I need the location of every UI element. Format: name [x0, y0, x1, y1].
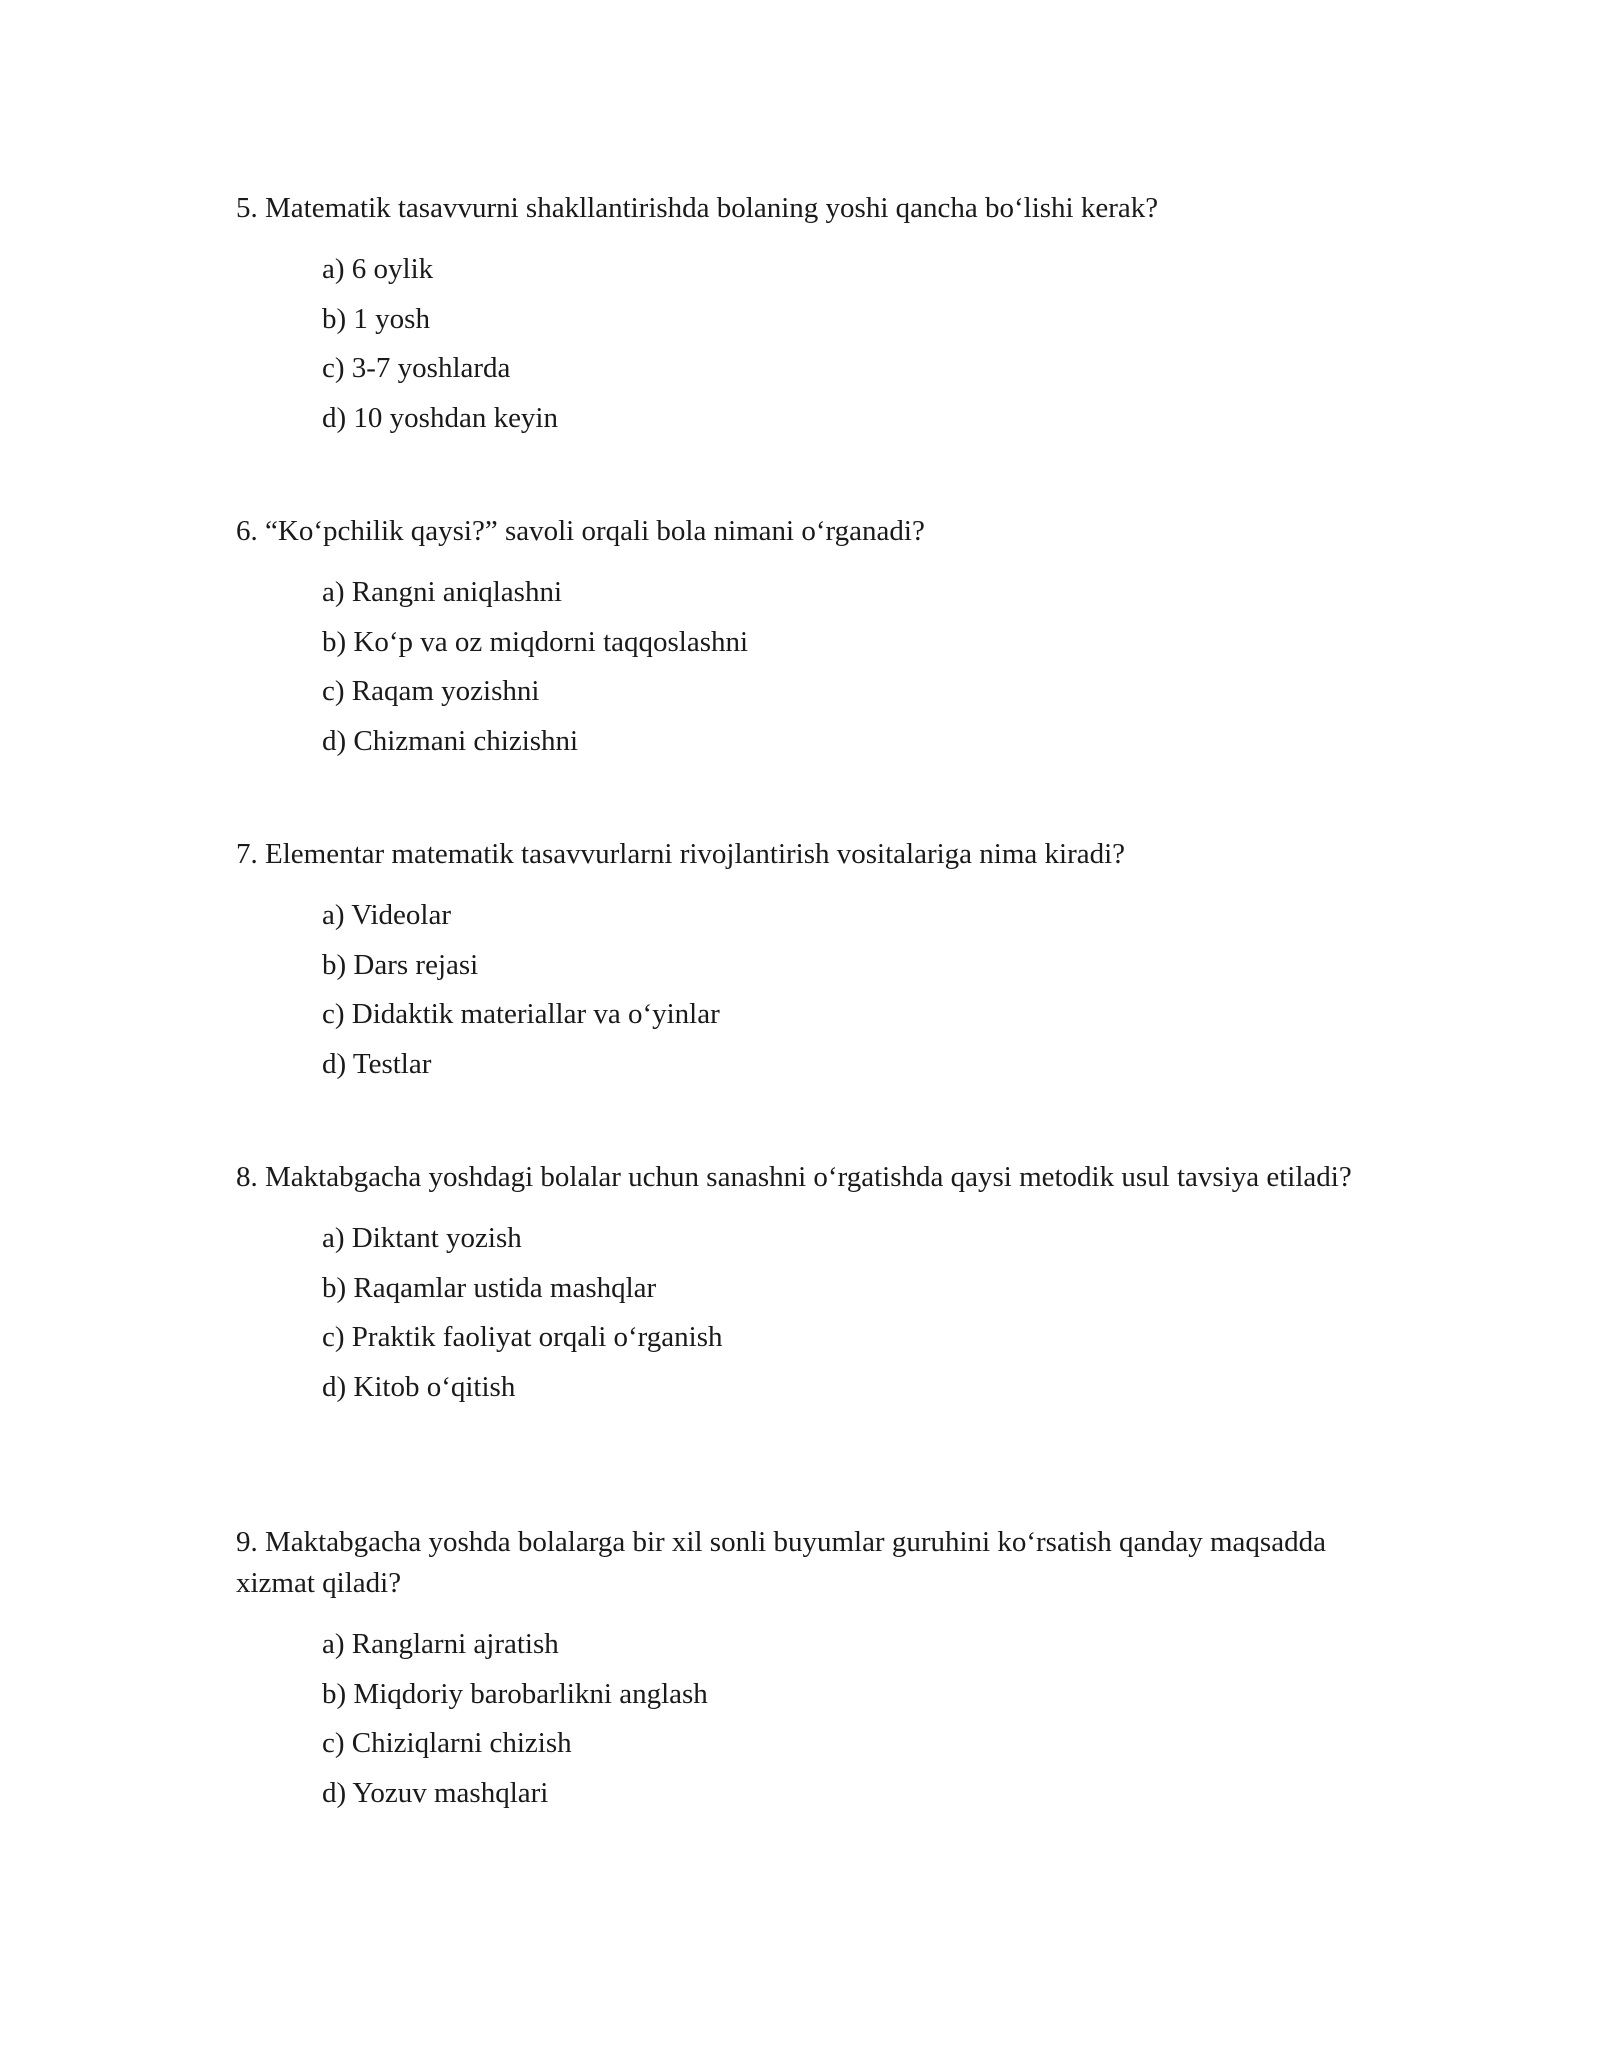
option-b: b) Miqdoriy barobarlikni anglash: [322, 1677, 708, 1710]
option-c: c) Praktik faoliyat orqali o‘rganish: [322, 1321, 723, 1353]
question-text: 7. Elementar matematik tasavvurlarni rivojlantirish vositalariga nima kiradi?: [236, 838, 1126, 870]
option-d: d) Yozuv mashqlari: [322, 1776, 549, 1809]
option-a: a) Ranglarni ajratish: [322, 1628, 559, 1660]
question-6: [236, 511, 1366, 766]
answer-options: [236, 568, 1366, 766]
option-c: c) Raqam yozishni: [322, 675, 540, 707]
option-b: b) Ko‘p va oz miqdorni taqqoslashni: [322, 625, 749, 658]
answer-options: [236, 891, 1366, 1089]
option-a: a) 6 oylik: [322, 253, 434, 285]
question-9: [236, 1522, 1366, 1818]
question-7: [236, 834, 1366, 1089]
option-d: d) Testlar: [322, 1047, 432, 1080]
question-text: 6. “Ko‘pchilik qaysi?” savoli orqali bola nimani o‘rganadi?: [236, 515, 925, 547]
answer-options: [236, 1214, 1366, 1412]
answer-options: [236, 245, 1366, 443]
question-8: [236, 1157, 1366, 1412]
option-d: d) 10 yoshdan keyin: [322, 401, 558, 434]
option-d: d) Chizmani chizishni: [322, 724, 579, 757]
option-a: a) Diktant yozish: [322, 1222, 522, 1254]
option-b: b) Dars rejasi: [322, 948, 479, 981]
option-c: c) Chiziqlarni chizish: [322, 1727, 572, 1759]
option-c: c) 3-7 yoshlarda: [322, 352, 511, 384]
question-5: [236, 188, 1366, 443]
option-b: b) 1 yosh: [322, 302, 430, 335]
question-text: 9. Maktabgacha yoshda bolalarga bir xil sonli buyumlar guruhini ko‘rsatish qanday maqsadda xizmat qiladi?: [236, 1526, 1326, 1599]
option-b: b) Raqamlar ustida mashqlar: [322, 1271, 657, 1304]
option-a: a) Videolar: [322, 899, 451, 931]
answer-options: [236, 1620, 1366, 1818]
option-d: d) Kitob o‘qitish: [322, 1370, 516, 1403]
question-text: 5. Matematik tasavvurni shakllantirishda bolaning yoshi qancha bo‘lishi kerak?: [236, 192, 1159, 224]
option-c: c) Didaktik materiallar va o‘yinlar: [322, 998, 720, 1030]
option-a: a) Rangni aniqlashni: [322, 576, 563, 608]
question-text: 8. Maktabgacha yoshdagi bolalar uchun sanashni o‘rgatishda qaysi metodik usul tavsiya etiladi?: [236, 1161, 1352, 1193]
